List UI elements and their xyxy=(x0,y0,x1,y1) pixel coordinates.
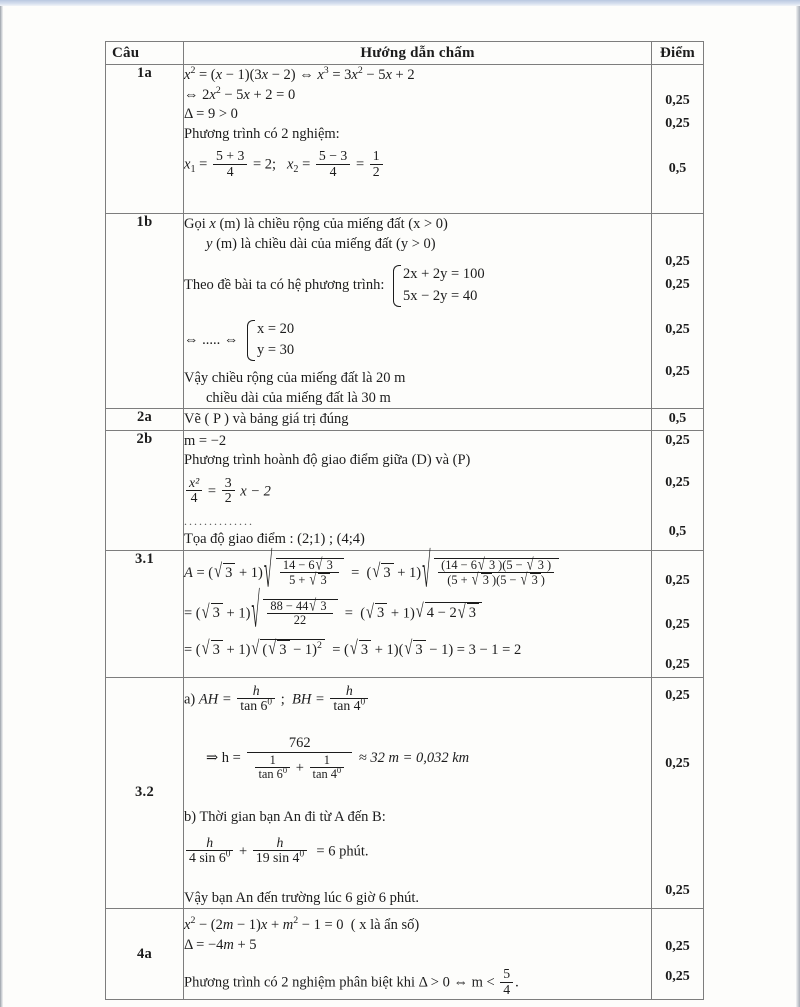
question-number: 1b xyxy=(106,214,184,409)
table-row xyxy=(106,909,704,1000)
fraction-denominator: 5 + √ 3 xyxy=(280,572,339,587)
point-value: 0,25 xyxy=(665,322,690,337)
equation-line xyxy=(184,834,651,867)
table-row xyxy=(106,409,704,431)
text-line: Phương trình hoành độ giao điểm giữa (D) và (P) xyxy=(184,452,471,469)
radical: √ 3 xyxy=(214,563,235,583)
fraction xyxy=(213,149,247,179)
equation-line: ⇔ $2x^2 - 5x + 2 = 0$ xyxy=(184,84,296,103)
fraction xyxy=(186,476,202,506)
text-fragment: (m) là chiều rộng của miếng đất (x > 0) xyxy=(219,216,448,232)
text-fragment: (m) là chiều dài của miếng đất (y > 0) xyxy=(216,235,436,252)
fraction-denominator: 4 xyxy=(186,490,202,505)
fraction-numerator: 1 xyxy=(269,753,276,768)
text-line xyxy=(184,215,651,234)
guide-content xyxy=(184,409,652,431)
fraction xyxy=(280,558,339,587)
point-value: 0,25 xyxy=(665,755,690,771)
text-fragment: Phương trình có 2 nghiệm phân biệt khi Δ > 0 ⇔ m < xyxy=(184,974,495,991)
plus-sign: + xyxy=(295,760,304,777)
fraction-denominator: 19 $\sin 4^0$ xyxy=(253,850,307,865)
radical-over-fraction xyxy=(264,558,344,588)
result-value: = 6 phút. xyxy=(316,843,369,860)
point-value: 0,25 xyxy=(665,116,690,131)
radical: √ 3 xyxy=(372,563,393,583)
question-number: 2a xyxy=(106,409,184,431)
fraction-denominator xyxy=(247,752,352,782)
point-value: 0,25 xyxy=(665,882,690,898)
radical: √ 3 xyxy=(404,640,425,660)
compound-fraction xyxy=(247,735,352,783)
equation-line xyxy=(184,682,651,715)
grading-guide-table xyxy=(105,41,704,1000)
radical: √ 3 xyxy=(366,603,387,623)
guide-content xyxy=(184,65,652,214)
text-fragment: Theo đề bài ta có hệ phương trình: xyxy=(184,277,385,294)
equation-tail: x − 2 xyxy=(240,483,271,500)
points-cell xyxy=(652,677,704,909)
equation-line: Δ = −4m + 5 xyxy=(184,936,257,953)
radical: √ 3 xyxy=(202,603,223,623)
fraction xyxy=(237,684,275,714)
text-line: Vẽ ( P ) và bảng giá trị đúng xyxy=(184,411,349,428)
text-line: chiều dài của miếng đất là 30 m xyxy=(206,389,391,406)
guide-content xyxy=(184,909,652,1000)
omitted-steps-dots: .............. xyxy=(184,513,254,528)
part-label: a) xyxy=(184,690,196,707)
fraction xyxy=(370,149,383,179)
system-line xyxy=(184,264,651,308)
fraction-numerator: √ (14 − 6 √ 3 )(5 − √ 3 ) xyxy=(438,558,554,572)
segment-ah: AH = xyxy=(198,690,232,707)
system-row: x = 20 xyxy=(257,320,295,337)
fraction-numerator: h xyxy=(345,682,353,698)
points-cell xyxy=(652,214,704,409)
fraction-numerator: x² xyxy=(189,474,200,490)
equation-line: = ( √ 3 + 1) √ $\frac{88 - 44 √ 3}{22}$ = ( √ 3 + 1) √ 4 − 2 √ 3 xyxy=(184,599,651,628)
fraction-numerator: 762 xyxy=(288,734,311,751)
text-line: b) Thời gian bạn An đi từ A đến B: xyxy=(184,809,386,826)
fraction xyxy=(438,558,554,587)
fraction xyxy=(500,967,513,997)
table-row xyxy=(106,550,704,677)
text-line: m = −2 xyxy=(184,432,227,449)
question-number: 4a xyxy=(106,909,184,1000)
scanner-right-edge xyxy=(796,6,800,1007)
point-value: 0,25 xyxy=(665,687,690,703)
variable-x: x xyxy=(209,216,216,232)
text-line: Phương trình có 2 nghiệm: xyxy=(184,125,340,142)
guide-content xyxy=(184,430,652,550)
system-row: 5x − 2y = 40 xyxy=(402,287,478,304)
fraction-numerator: 1 xyxy=(323,753,330,768)
point-value: 0,25 xyxy=(665,656,690,672)
point-value: 0,25 xyxy=(665,432,690,448)
fraction-denominator: 22 xyxy=(267,613,332,627)
header-question: Câu xyxy=(106,42,184,65)
fraction xyxy=(267,599,332,627)
fraction-denominator: (5 + √ 3 )(5 − √ 3 ) xyxy=(438,572,554,587)
equation-line: = ( √ 3 + 1) √ ( √ 3 − 1)$^2$ = ( √ 3 + 1)( √ 3 − 1) = 3 − 1 = 2 xyxy=(184,639,651,660)
fraction-numerator: 5 + 3 xyxy=(215,148,245,164)
fraction-numerator: h xyxy=(252,682,260,698)
text-line: Vậy chiều rộng của miếng đất là 20 m xyxy=(184,370,406,387)
points-cell xyxy=(652,550,704,677)
fraction xyxy=(222,476,235,506)
scanner-left-edge xyxy=(0,6,3,1007)
guide-content xyxy=(184,214,652,409)
fraction-numerator: √ 14 − 6 √ 3 xyxy=(280,558,339,572)
equation-system xyxy=(390,264,485,308)
equivalence-dots: ⇔ ..... ⇔ xyxy=(184,331,239,348)
equation-note: ( x là ẩn số) xyxy=(350,917,420,934)
table-row xyxy=(106,214,704,409)
fraction-denominator: $\tan 6^0$ xyxy=(255,767,290,781)
fraction-denominator: 2 xyxy=(222,490,235,505)
table-header-row xyxy=(106,42,704,65)
fraction-denominator: $\tan 6^0$ xyxy=(237,698,275,713)
fraction-numerator: 1 xyxy=(372,148,380,164)
table-row xyxy=(106,677,704,909)
equation-line: A = ( √ 3 + 1) √ $\frac{14 - 6 √ 3}{5 + √ 3}$ = ( √ 3 + 1) √ $\frac{(14 - 6 √ 3 )(5 - √ 3 )}{(5 + √ 3 )(5 - √ 3 )}$ xyxy=(184,558,651,588)
point-value: 0,5 xyxy=(668,523,687,539)
point-value: 0,25 xyxy=(665,939,690,955)
system-row: y = 30 xyxy=(257,342,295,359)
fraction-denominator: 4 $\sin 6^0$ xyxy=(186,850,233,865)
guide-content xyxy=(184,677,652,909)
points-cell xyxy=(652,65,704,214)
radical: √ 3 xyxy=(350,640,371,660)
fraction-denominator: 4 xyxy=(500,982,513,997)
question-number: 2b xyxy=(106,430,184,550)
radical: √ ( √ 3 − 1)$^2$ xyxy=(251,639,325,660)
fraction-denominator: 4 xyxy=(316,164,350,179)
question-number: 1a xyxy=(106,65,184,214)
points-cell xyxy=(652,430,704,550)
period: . xyxy=(515,974,519,991)
point-value: 0,25 xyxy=(665,474,690,490)
result-value: ≈ 32 m = 0,032 km xyxy=(358,749,470,766)
question-number: 3.2 xyxy=(106,677,184,909)
point-value: 0,25 xyxy=(665,616,690,632)
fraction-numerator: √ 88 − 44 √ 3 xyxy=(267,599,332,613)
fraction-denominator: $\tan 4^0$ xyxy=(310,767,345,781)
fraction-numerator: 5 xyxy=(503,966,511,982)
variable-y: y xyxy=(206,235,213,252)
point-value: 0,25 xyxy=(665,572,690,588)
header-guide: Hướng dẫn chấm xyxy=(184,42,652,65)
points-cell xyxy=(652,909,704,1000)
radical: √ 3 xyxy=(202,640,223,660)
text-line xyxy=(184,968,651,998)
fraction xyxy=(330,684,368,714)
system-line xyxy=(184,319,651,363)
table-row xyxy=(106,430,704,550)
point-value: 0,25 xyxy=(665,364,690,379)
point-value: 0,5 xyxy=(668,411,687,427)
radical-over-fraction xyxy=(422,558,559,588)
fraction xyxy=(316,149,350,179)
root1-value: = 2; xyxy=(252,156,277,173)
text-line xyxy=(184,235,651,254)
fraction-numerator: h xyxy=(206,834,214,850)
header-points: Điểm xyxy=(652,42,704,65)
fraction-numerator: 3 xyxy=(224,474,232,490)
fraction-numerator: 5 − 3 xyxy=(318,148,348,164)
text-line: Tọa độ giao điểm : (2;1) ; (4;4) xyxy=(184,531,365,548)
fraction xyxy=(310,754,345,781)
point-value: 0,25 xyxy=(665,93,690,108)
text-line: Vậy bạn An đến trường lúc 6 giờ 6 phút. xyxy=(184,889,420,906)
equation-line: $x^2 - (2m - 1)x + m^2 - 1 = 0$ ( x là ẩn số) xyxy=(184,915,420,934)
point-value: 0,25 xyxy=(665,277,690,292)
radical: √ 4 − 2 √ 3 xyxy=(416,602,482,623)
fraction xyxy=(253,836,307,866)
plus-sign: + xyxy=(239,843,248,860)
equation-line: $\frac{\text{x²}}{4}$ = $\frac{3}{2}$ x − 2 xyxy=(184,477,651,507)
implication: ⇒ h = xyxy=(206,749,241,766)
fraction xyxy=(255,754,290,781)
question-number: 3.1 xyxy=(106,550,184,677)
fraction-denominator: 4 xyxy=(213,164,247,179)
point-value: 0,5 xyxy=(668,161,687,176)
text-fragment: Gọi xyxy=(184,216,206,232)
separator: ; xyxy=(280,690,285,707)
fraction xyxy=(186,836,233,866)
equation-line: $x^2 = (x - 1)(3x - 2)$ ⇔ $x^3 = 3x^2 - 5x + 2$ xyxy=(184,65,415,83)
equation-system xyxy=(244,319,294,363)
equation-line: Δ = 9 > 0 xyxy=(184,106,238,123)
point-value: 0,25 xyxy=(665,969,690,985)
equation-line xyxy=(184,735,651,783)
point-value: 0,25 xyxy=(665,254,690,269)
guide-content xyxy=(184,550,652,677)
fraction-numerator: h xyxy=(276,834,284,850)
system-row: 2x + 2y = 100 xyxy=(402,266,485,283)
points-cell xyxy=(652,409,704,431)
segment-bh: BH = xyxy=(292,690,325,707)
fraction-denominator: $\tan 4^0$ xyxy=(330,698,368,713)
fraction-denominator: 2 xyxy=(370,164,383,179)
radical-over-fraction xyxy=(251,599,337,628)
roots-line: $x_1$ = $\frac{5 + 3}{4}$ = 2; $x_2$ = $\frac{5 - 3}{4}$ = $\frac{1}{2}$ xyxy=(184,150,651,180)
table-row xyxy=(106,65,704,214)
